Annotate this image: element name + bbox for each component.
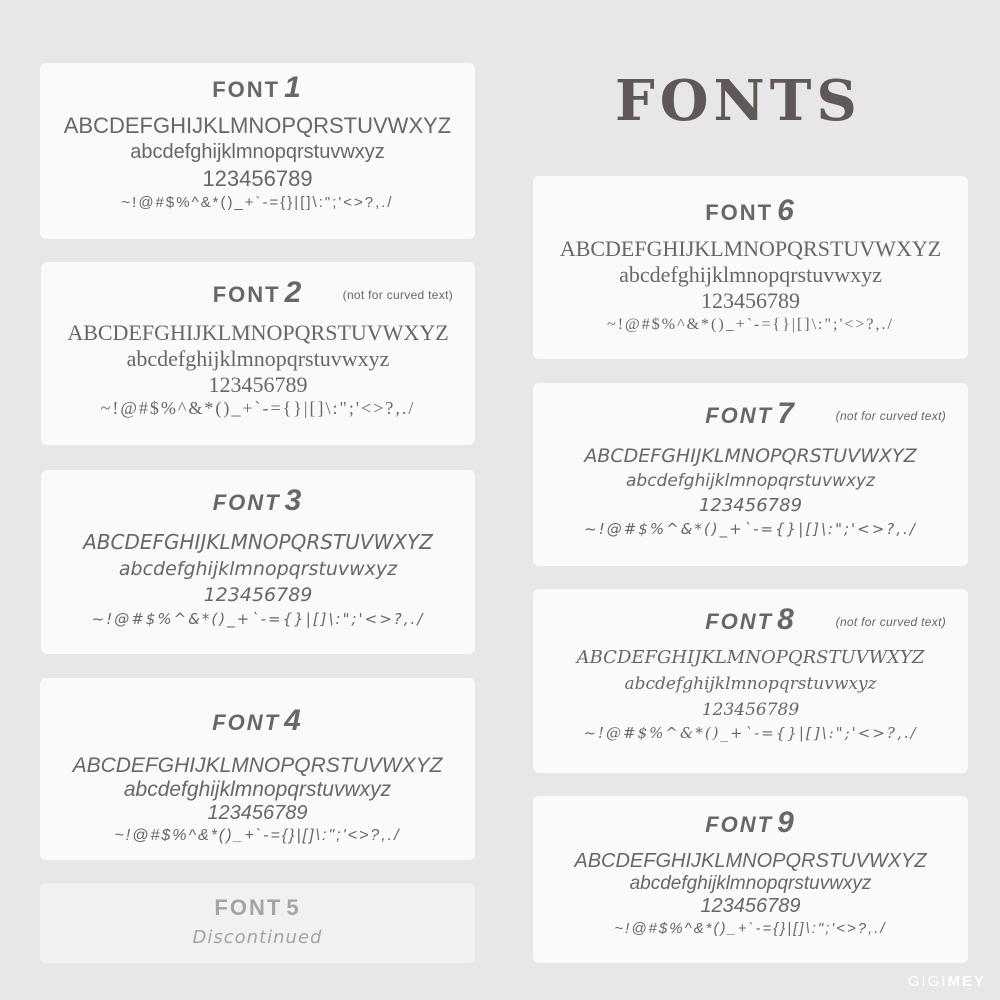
font-card-7[interactable] — [533, 383, 968, 566]
brand-part-2: MEY — [947, 973, 986, 990]
font-number: 1 — [284, 71, 303, 104]
digits-sample: 123456789 — [700, 895, 801, 917]
uppercase-sample: ABCDEFGHIJKLMNOPQRSTUVWXYZ — [576, 647, 925, 668]
font-title — [40, 895, 475, 921]
font-card-header — [40, 63, 475, 103]
digits-sample: 123456789 — [698, 495, 803, 516]
font-label: FONT — [212, 710, 281, 735]
font-card-header — [533, 796, 968, 839]
font-label: FONT — [705, 403, 774, 428]
font-number: 3 — [284, 484, 304, 517]
font-label: FONT — [705, 812, 774, 837]
font-card-header — [41, 262, 475, 309]
curved-text-note: (not for curved text) — [342, 288, 453, 302]
font-card-6[interactable] — [533, 176, 968, 359]
uppercase-sample: ABCDEFGHIJKLMNOPQRSTUVWXYZ — [584, 445, 917, 467]
symbols-sample: ~!@#$%^&*()_+`-={}|[]\:";'<>?,./ — [607, 316, 894, 333]
font-label: FONT — [212, 490, 281, 515]
font-number: 7 — [777, 397, 796, 430]
curved-text-note: (not for curved text) — [835, 409, 946, 423]
brand-part-1: GIGI — [907, 973, 948, 990]
font-number: 2 — [284, 276, 304, 309]
lowercase-sample: abcdefghijklmnopqrstuvwxyz — [123, 778, 392, 801]
font-label: FONT — [212, 282, 281, 307]
font-card-2[interactable] — [41, 262, 475, 445]
lowercase-sample: abcdefghijklmnopqrstuvwxyz — [619, 262, 882, 287]
lowercase-sample: abcdefghijklmnopqrstuvwxyz — [130, 141, 385, 163]
font-label: FONT — [705, 609, 774, 634]
symbols-sample: ~!@#$%^&*()_+`-={}|[]\:";'<>?,./ — [614, 920, 887, 937]
font-card-3[interactable] — [41, 470, 475, 654]
font-card-header — [41, 470, 475, 517]
lowercase-sample: abcdefghijklmnopqrstuvwxyz — [626, 471, 875, 491]
brand-logo — [908, 973, 986, 990]
font-label: FONT — [212, 77, 281, 102]
font-label: FONT — [705, 200, 774, 225]
lowercase-sample: abcdefghijklmnopqrstuvwxyz — [126, 346, 390, 371]
digits-sample: 123456789 — [207, 802, 308, 824]
font-title — [533, 806, 968, 840]
font-number: 4 — [284, 704, 303, 737]
uppercase-sample: ABCDEFGHIJKLMNOPQRSTUVWXYZ — [72, 754, 443, 777]
digits-sample: 123456789 — [202, 166, 313, 191]
font-card-4[interactable] — [40, 678, 475, 860]
digits-sample: 123456789 — [701, 288, 800, 313]
font-card-header — [533, 589, 968, 636]
lowercase-sample: abcdefghijklmnopqrstuvwxyz — [629, 873, 872, 894]
font-title — [40, 704, 475, 738]
symbols-sample: ~!@#$%^&*()_+`-={}|[]\:";'<>?,./ — [114, 827, 401, 844]
font-number: 8 — [777, 603, 796, 636]
font-card-8[interactable] — [533, 589, 968, 773]
lowercase-sample: abcdefghijklmnopqrstuvwxyz — [118, 558, 398, 580]
discontinued-status: Discontinued — [192, 927, 323, 948]
digits-sample: 123456789 — [208, 372, 308, 397]
font-card-1[interactable] — [40, 63, 475, 239]
uppercase-sample: ABCDEFGHIJKLMNOPQRSTUVWXYZ — [574, 850, 927, 872]
symbols-sample: ~!@#$%^&*()_+`-={}|[]\:";'<>?,./ — [91, 610, 425, 628]
digits-sample: 123456789 — [701, 700, 800, 720]
curved-text-note: (not for curved text) — [835, 615, 946, 629]
font-title — [533, 194, 968, 228]
font-number: 5 — [286, 895, 301, 920]
font-number: 9 — [777, 806, 796, 839]
page-title: FONTS — [615, 68, 862, 134]
font-card-header — [533, 383, 968, 430]
symbols-sample: ~!@#$%^&*()_+`-={}|[]\:";'<>?,./ — [121, 194, 394, 211]
font-card-5[interactable] — [40, 883, 475, 963]
uppercase-sample: ABCDEFGHIJKLMNOPQRSTUVWXYZ — [67, 320, 449, 345]
font-card-header — [40, 678, 475, 737]
lowercase-sample: abcdefghijklmnopqrstuvwxyz — [624, 674, 877, 694]
font-card-9[interactable] — [533, 796, 968, 963]
font-title — [41, 484, 475, 518]
symbols-sample: ~!@#$%^&*()_+`-={}|[]\:";'<>?,./ — [584, 520, 917, 538]
uppercase-sample: ABCDEFGHIJKLMNOPQRSTUVWXYZ — [63, 113, 452, 138]
font-title — [40, 71, 475, 105]
symbols-sample: ~!@#$%^&*()_+`-={}|[]\:";'<>?,./ — [583, 724, 918, 742]
uppercase-sample: ABCDEFGHIJKLMNOPQRSTUVWXYZ — [559, 236, 942, 261]
digits-sample: 123456789 — [203, 584, 313, 606]
font-card-header — [533, 176, 968, 227]
symbols-sample: ~!@#$%^&*()_+`-={}|[]\:";'<>?,./ — [100, 398, 416, 418]
font-number: 6 — [777, 194, 796, 227]
font-label: FONT — [214, 895, 283, 920]
uppercase-sample: ABCDEFGHIJKLMNOPQRSTUVWXYZ — [83, 530, 433, 554]
